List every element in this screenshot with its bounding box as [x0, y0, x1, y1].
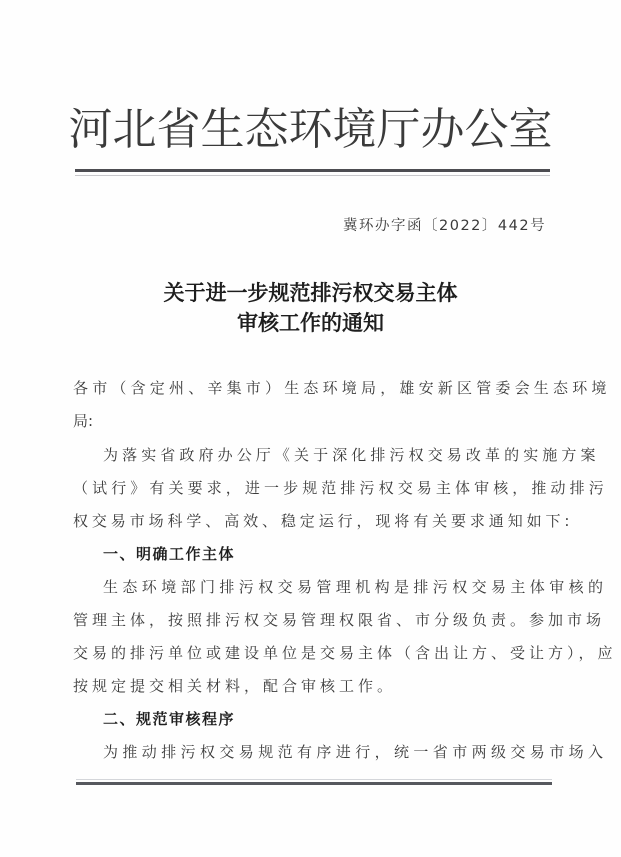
section-1-line-2: 管理主体，按照排污权交易管理权限省、市分级负责。参加市场 — [73, 611, 606, 629]
section-2-line-1: 为推动排污权交易规范有序进行，统一省市两级交易市场入 — [103, 743, 608, 761]
footer-divider — [76, 782, 552, 785]
section-1-line-1: 生态环境部门排污权交易管理机构是排污权交易主体审核的 — [103, 578, 608, 596]
footer-divider-thin — [76, 779, 552, 780]
document-number: 冀环办字函〔2022〕442号 — [343, 218, 547, 234]
document-title-line-1: 关于进一步规范排污权交易主体 — [163, 280, 458, 305]
section-1-line-4: 按规定提交相关材料，配合审核工作。 — [73, 677, 397, 695]
intro-line-2: （试行》有关要求，进一步规范排污权交易主体审核，推动排污 — [73, 479, 608, 497]
addressee-line-2: 局: — [73, 412, 94, 430]
section-1-line-3: 交易的排污单位或建设单位是交易主体（含出让方、受让方），应 — [73, 644, 617, 662]
masthead-divider-thin — [75, 175, 550, 176]
section-1-heading: 一、明确工作主体 — [103, 545, 236, 563]
intro-line-1: 为落实省政府办公厅《关于深化排污权交易改革的实施方案 — [103, 446, 600, 464]
issuer-masthead: 河北省生态环境厅办公室 — [68, 104, 553, 155]
section-2-heading: 二、规范审核程序 — [103, 710, 236, 728]
document-title-line-2: 审核工作的通知 — [237, 310, 384, 335]
document-title — [0, 278, 621, 338]
intro-line-3: 权交易市场科学、高效、稳定运行，现将有关要求通知如下: — [73, 512, 574, 530]
masthead-divider — [75, 169, 550, 172]
addressee-line-1: 各市（含定州、辛集市）生态环境局，雄安新区管委会生态环境 — [73, 379, 611, 397]
